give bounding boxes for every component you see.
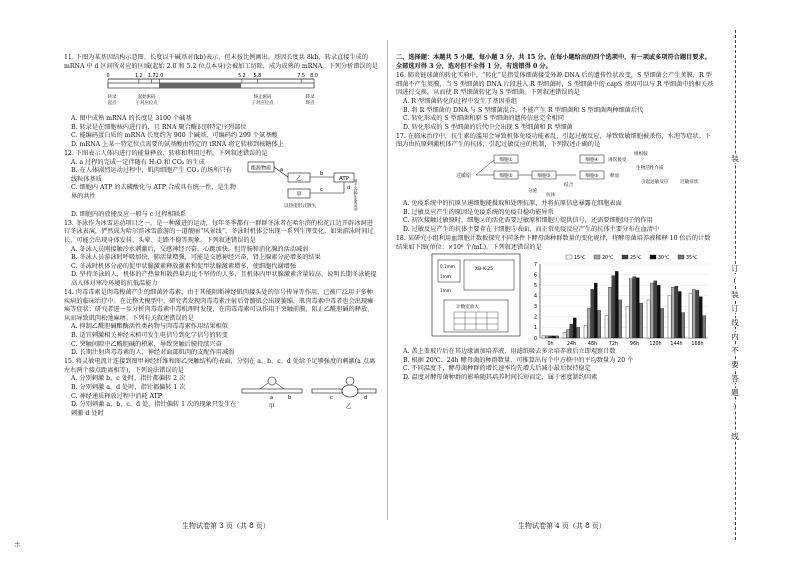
y-tick-label: 6 — [533, 272, 537, 279]
binding-dashed-line — [735, 30, 736, 540]
binding-margin — [722, 30, 750, 540]
binding-char: 题 — [729, 388, 741, 397]
micro-label-1: 1mm — [440, 274, 451, 280]
x-tick-label: 48h — [587, 342, 598, 348]
q14-option-a: A. 抑制乙酰胆碱酯酶活性类药物与肉毒毒素作用结果相似 — [71, 323, 228, 331]
binding-char: 订 — [729, 304, 741, 313]
q11-stem: 11. 下图为某基因结构示意图，长度以千碱基对(kb)表示，但未按比例画出。基因长度共 8kb，转录直接生成的 mRNA 中 d 区间所对应的区域(起始 2.0 和 5.2 位点本身)会被加工切除，成为成熟的 mRNA。下列分析错误的是 — [64, 54, 378, 70]
q18-option-b: B. 根据 20℃、24h 酵母菌的种群数量，可推算出每个中方格中的平均数量为 20 个 — [403, 356, 634, 364]
cell-1: 细胞① — [499, 158, 513, 164]
legend-label: 30℃ — [658, 255, 670, 261]
bar — [678, 292, 681, 339]
secrete-label: 分泌 — [528, 189, 538, 195]
q12-option-b: B. 在人体剧烈运动过程中，肌肉细胞产生 CO₂ 的场所只有线粒体基质 — [71, 167, 232, 183]
ruler-tick-label: 5.2 — [238, 74, 246, 80]
left-column — [64, 54, 378, 419]
bar — [615, 271, 618, 338]
q17-option-b: B. 过敏反应产生的原因是免疫系统的免疫自稳功能异常 — [403, 208, 554, 216]
bar — [552, 336, 555, 338]
cell-5: 细胞⑤ — [585, 174, 599, 180]
gene-structure-figure — [64, 71, 364, 115]
bind-label: 结合 — [564, 183, 574, 189]
box-yi: 乙 — [296, 175, 302, 182]
binding-char-xian: 线 — [729, 432, 741, 441]
legend-label: 15℃ — [574, 255, 586, 261]
q16-option-c: C. 转化形成的 S 型细菌和原 S 型细菌的遗传信息完全相同 — [403, 115, 564, 123]
nerve-galvanometer-figure — [240, 375, 378, 411]
legend-label: 25℃ — [630, 255, 642, 261]
y-tick-label: 5 — [533, 283, 537, 290]
legend-swatch — [678, 255, 684, 259]
q18-option-a: A. 盖上盖玻片后在其边缘滴加培养液，用滤纸吸去多余培养液后立即观察计数 — [403, 348, 616, 356]
q17-option-c: C. 初次接触过敏原时，细胞②的活化需要过敏原和细胞①提供信号，还需要细胞因子的作用 — [403, 217, 653, 225]
question-12 — [64, 150, 378, 219]
q16-option-a: A. R 型细菌转化的过程中发生了基因重组 — [403, 97, 518, 105]
legend-swatch — [650, 255, 656, 259]
y-tick-label: 0 — [533, 335, 537, 342]
q15-option-c: C. 神经递质释放过程中消耗 ATP — [71, 392, 162, 400]
q14-stem: 14. 肉毒毒素是肉毒梭菌产生的细菌外毒素，由于其能阻断神经肌肉接头处的信号传导等作用，已被广泛用于多种疾病的临床治疗中。在比格犬模型中，研究者发现肉毒毒素注射后骨骼肌会出现萎缩，肌肉毒素中毒者也会出现瘫痪等症状；研究者进一步分析肉毒毒素中毒机理时发现，在肉毒毒素可以作用于突触前膜，阻止乙酰胆碱的释放，从而导致肌肉松弛麻痹。下列有关叙述错误的是 — [64, 289, 374, 322]
q16-option-d: D. 转化形成的 S 型细菌的后代中会出现 S 型细菌和 R 型细菌 — [403, 123, 573, 131]
label-b: b — [320, 170, 324, 177]
bar — [626, 306, 629, 338]
bar — [577, 328, 580, 339]
cell-3: 细胞③ — [537, 174, 551, 180]
y-tick-label: 7 — [533, 261, 537, 268]
bar — [584, 325, 587, 338]
question-17 — [396, 133, 714, 235]
box-atp: ATP — [338, 175, 350, 182]
bar — [587, 308, 590, 338]
q15-option-d: D. 分别刺激 a、b、c、d 处，指针偏转 1 次的现象只发生在刺激 d 处时 — [71, 401, 237, 417]
region-label: 转录 — [305, 95, 315, 101]
ruler-tick-label: 1.2 — [135, 74, 143, 80]
micro-label-4: 计数室放大 — [456, 305, 479, 311]
box-energy-source: 能源物质 — [250, 165, 272, 172]
x-tick-label: 96h — [629, 342, 640, 348]
q12-option-d: D. 细胞内的放能反应一般与 c 过程相联系 — [71, 210, 187, 218]
bar — [633, 277, 636, 338]
q15-stem: 15. 将灵敏电流计连接到图甲神经纤维和图乙突触结构的表面，分别在 a、b、c、d 处给予足够强度的刺激(a 点离左右两个接点距离相等)，下列说法错误的是 — [64, 358, 376, 374]
bar — [563, 333, 566, 338]
bar — [636, 278, 639, 338]
bar — [545, 336, 548, 338]
yeast-population-chart — [526, 252, 712, 348]
page-footer-left: 生物试卷第 3 页（共 8 页） — [182, 522, 270, 530]
ruler-tick-label: 0 — [106, 74, 110, 80]
ruler-tick-label: 5.8 — [253, 74, 262, 80]
point-d: d — [364, 395, 368, 402]
binding-char: 内 — [729, 332, 741, 341]
question-11 — [64, 54, 378, 150]
q17-stem: 17. 在临床治疗中，抗生素的滥用会导致机体免疫功能紊乱，引起过敏反应，导致致敏细胞被杀伤，水泡等症状。下图为由抗原刺激机体产生的抗体，引起过敏反应的机制，下列叙述正确的是 — [396, 132, 711, 149]
q18-option-d: D. 温度对酵母菌种群的影响随其培养时间长短而定，属于密度制约因素 — [403, 373, 598, 381]
question-16 — [396, 72, 714, 132]
x-tick-label: 72h — [608, 342, 619, 348]
legend-swatch — [622, 255, 628, 259]
q11-option-d: D. mRNA 上某一特定位点需要的氨基酸由特定的 tRNA 将它转移到核糖体上 — [71, 140, 284, 148]
q12-stem: 12. 下图表示人体内进行的能量释放、转移和利用过程。下列叙述错误的是 — [64, 150, 268, 158]
bar — [549, 336, 552, 338]
bar — [650, 283, 653, 338]
x-tick-label: 168h — [691, 342, 704, 348]
question-14 — [64, 289, 378, 358]
q15-option-a: A. 分别刺激 b、c 处时，指针都偏转 2 次 — [71, 375, 186, 383]
q13-option-b: B. 冬泳人员游泳时呼吸加快，肺活量增强，可能是交感神经兴奋，肾上腺素分泌增多的结果 — [71, 254, 321, 262]
label-c: c — [320, 186, 323, 193]
point-c: c — [330, 395, 333, 402]
effect-label: 生物活性介质 — [636, 166, 664, 172]
point-b: b — [288, 395, 292, 402]
binding-char: 答 — [729, 374, 741, 383]
legend-swatch — [566, 255, 572, 259]
region-label: 子对应位点 — [135, 101, 158, 107]
region-label: 起点 — [107, 101, 117, 107]
bar — [703, 316, 706, 338]
bar — [612, 276, 615, 338]
x-tick-label: 24h — [566, 342, 577, 348]
histamine-label: 组织胺 — [634, 152, 648, 158]
binding-char: 装 — [729, 290, 741, 299]
bar — [556, 336, 559, 338]
ruler-tick-label: 2.0 — [155, 74, 164, 80]
y-tick-label: 4 — [533, 293, 537, 300]
d-region — [159, 83, 241, 88]
ruler-tick-label: 1.7 — [147, 74, 156, 80]
memory-label: 再次接受 — [608, 158, 627, 164]
q17-option-a: A. 免疫系统中的抗原呈递细胞能摄取和处理抗原，并将抗原信息暴露在细胞表面 — [403, 200, 622, 208]
release-label: 释放 — [610, 174, 620, 180]
bar — [675, 286, 678, 338]
bar — [671, 287, 674, 338]
cell-2: 细胞② — [499, 174, 513, 180]
point-a: a — [270, 395, 274, 402]
binding-char: ) — [729, 402, 741, 411]
question-13 — [64, 220, 378, 289]
q11-option-b: B. 转录是在细胞核内进行的，且 RNA 聚合酶识别特定序列部位 — [71, 123, 247, 131]
x-tick-label: 120h — [649, 342, 662, 348]
box-jia: 甲 — [296, 191, 302, 198]
bar — [591, 289, 594, 338]
q17-option-d: D. 过敏反应产生的抗体主要存在于细胞⑤表面，而正常免疫反应产生的抗体主要分布在血清中 — [403, 225, 660, 233]
region-label: 终点 — [305, 101, 315, 107]
binding-char: 不 — [729, 346, 741, 355]
bar — [668, 296, 671, 338]
bar — [629, 279, 632, 338]
label-a: a — [280, 166, 284, 173]
energy-flow-diagram — [236, 159, 378, 211]
q11-option-a: A. 图中成熟 mRNA 的长度是 3100 个碱基 — [71, 115, 192, 123]
binding-char: 要 — [729, 360, 741, 369]
q16-stem: 16. 肺炎链球菌的转化实验中，“转化”是指受体细菌接受外源 DNA 后的遗传性状改变，S 型细菌会产生荚膜，R 型细菌不产生荚膜，当 S 型细菌的 DNA 片段进入 R 型细菌时，S 型细菌中的 capS 基因可以与 R 型细菌中的相关基因进行交换，从而使 R 型细菌转化为 S 型细菌。下列叙述错误的是 — [396, 72, 714, 97]
x-tick-label: 0h — [547, 342, 554, 348]
q16-option-b: B. 将 R 型细菌的 DNA 与 S 型细菌混合，不能产生 R 型细菌和 S 型细菌两种细菌后代 — [403, 106, 644, 114]
q13-option-c: C. 冬泳时机体分泌的促甲状腺激素释放激素和促甲状腺激素增多，使细胞代谢增强 — [71, 262, 297, 270]
region-label: 终止密码 — [253, 95, 272, 101]
y-tick-label: 3 — [533, 304, 537, 311]
bar — [594, 283, 597, 338]
region-label: 子对应位点 — [251, 101, 274, 107]
q12-option-c: C. 细胞内 ATP 的去磷酸化与 ATP 合成具有统一性，是生物界的共性 — [71, 184, 236, 201]
column-divider — [387, 40, 388, 520]
heat-loss-text: 以热能形式散失 — [284, 203, 317, 209]
corner-mark: ホ — [14, 541, 21, 549]
bar — [699, 297, 702, 338]
bar — [696, 291, 699, 339]
fig-jia: 甲 — [269, 404, 275, 411]
binding-char-ding: 订 — [729, 264, 741, 273]
bar — [570, 324, 573, 338]
right-column — [396, 54, 714, 383]
q15-option-b: B. 分别刺激 a、d 处时，指针都偏转 1 次 — [71, 384, 186, 392]
ruler-tick-label: 7.5 — [297, 74, 305, 80]
bar — [598, 311, 601, 338]
ruler-tick-label: 8.0 — [310, 74, 318, 80]
bar — [566, 330, 569, 338]
page-footer-right: 生物试卷第 4 页（共 8 页） — [518, 522, 606, 530]
bar — [640, 303, 643, 338]
bar — [661, 308, 664, 338]
q18-stem: 18. 某研究小组利用血细胞计数板探究不同条件下酵母菌种群数量的变化规律，将酵母菌培养液稀释 10 倍后的计数结果如下图(单位：×10⁶ 个/mL)。下列叙述错误的是 — [396, 234, 711, 251]
q18-option-c: C. 不同温度下，酵母菌种群的增长速率均先增大后减小最后保持稳定 — [403, 365, 591, 373]
q13-option-d: D. 坚持冬泳的人，机体的产热量和散热量均比不坚持的人多，且机体内甲状腺激素含量较高，说明长期冬泳能提高人体对寒冷环境的抗低温能力 — [71, 271, 377, 287]
legend-label: 35℃ — [686, 255, 698, 261]
y-tick-label: 1 — [533, 325, 537, 332]
legend-swatch — [594, 255, 600, 259]
bar — [605, 316, 608, 338]
bar — [573, 318, 576, 338]
bar — [657, 285, 660, 338]
question-15 — [64, 358, 378, 418]
allergen-label: 过敏原 — [456, 173, 472, 180]
allergy-mechanism-diagram — [436, 150, 754, 200]
bar — [647, 300, 650, 338]
bar — [542, 336, 545, 338]
q14-option-d: D. 长期注射肉毒毒素的人，神经对面部肌肉的支配作用减弱 — [71, 349, 235, 357]
micro-label-2: 1mm — [440, 288, 451, 294]
symptom-label: 过敏症状 — [680, 180, 699, 186]
binding-char: ( — [729, 276, 741, 285]
section-2-heading: 二、选择题：本题共 5 小题，每小题 3 分，共 15 分。在每小题给出的四个选项中，有一项或多项符合题目要求。全部选对得 3 分，选对但不全得 1 分，有选错得 0 分。 — [396, 54, 711, 70]
reaction-label: 引起过敏反应 — [641, 180, 669, 186]
q12-option-a: A. a 过程的完成一定伴随有 H₂O 和 CO₂ 的生成 — [71, 158, 205, 166]
q14-option-b: B. 适宜刺激相关神经末梢可发生电信号到化学信号的转变 — [71, 331, 228, 339]
y-tick-label: 2 — [533, 314, 537, 321]
q13-stem: 13. 冬泳作为冰雪运动项目之一，是一种激进的运动，每年冬季都有一群群冬泳者在哈尔滨的松花江边开辟冰洞进行冬泳表演，俨然成为哈尔滨冰雪旅游的一道靓丽“风景线”。冬泳时机体会出现一系列生理变化，如果游泳时间过长，可能会出现身体发抖、头晕、走路不稳等现象。下列叙述错误的是 — [64, 219, 374, 244]
x-tick-label: 144h — [670, 342, 683, 348]
bar — [619, 300, 622, 338]
binding-char: 线 — [729, 318, 741, 327]
region-label: 转录 — [107, 95, 117, 101]
micro-label-0: 0.1mm — [440, 264, 455, 270]
q14-option-c: C. 突触间隙中乙酰胆碱的积累，导致突触后膜持续兴奋 — [71, 340, 222, 348]
label-d: d — [347, 184, 351, 191]
bar — [682, 313, 685, 338]
bar — [608, 287, 611, 338]
binding-char-zhuang: 装 — [729, 154, 741, 163]
region-label: 起始密码 — [137, 95, 156, 101]
antibody-label: 抗体 — [546, 193, 556, 199]
question-18 — [396, 235, 714, 383]
legend-label: 20℃ — [602, 255, 614, 261]
cell-4: 细胞④ — [585, 158, 599, 164]
q11-option-c: C. 能编码蛋白质的 mRNA 长度约为 900 个碱基，可编码约 299 个氨基酸 — [71, 132, 278, 140]
bar — [654, 281, 657, 338]
life-activity-text: 用于各种生命活动 — [353, 178, 359, 211]
bar — [692, 289, 695, 338]
q13-option-a: A. 冬泳人员刚接触冷水刺激后，交感神经兴奋，心跳加快，但胃肠和消化腺的活动减弱 — [71, 245, 309, 253]
fig-yi: 乙 — [346, 404, 352, 411]
hemocytometer-figure — [430, 252, 526, 340]
bar — [689, 294, 692, 338]
micro-label-3: XB-K-25 — [475, 267, 493, 273]
